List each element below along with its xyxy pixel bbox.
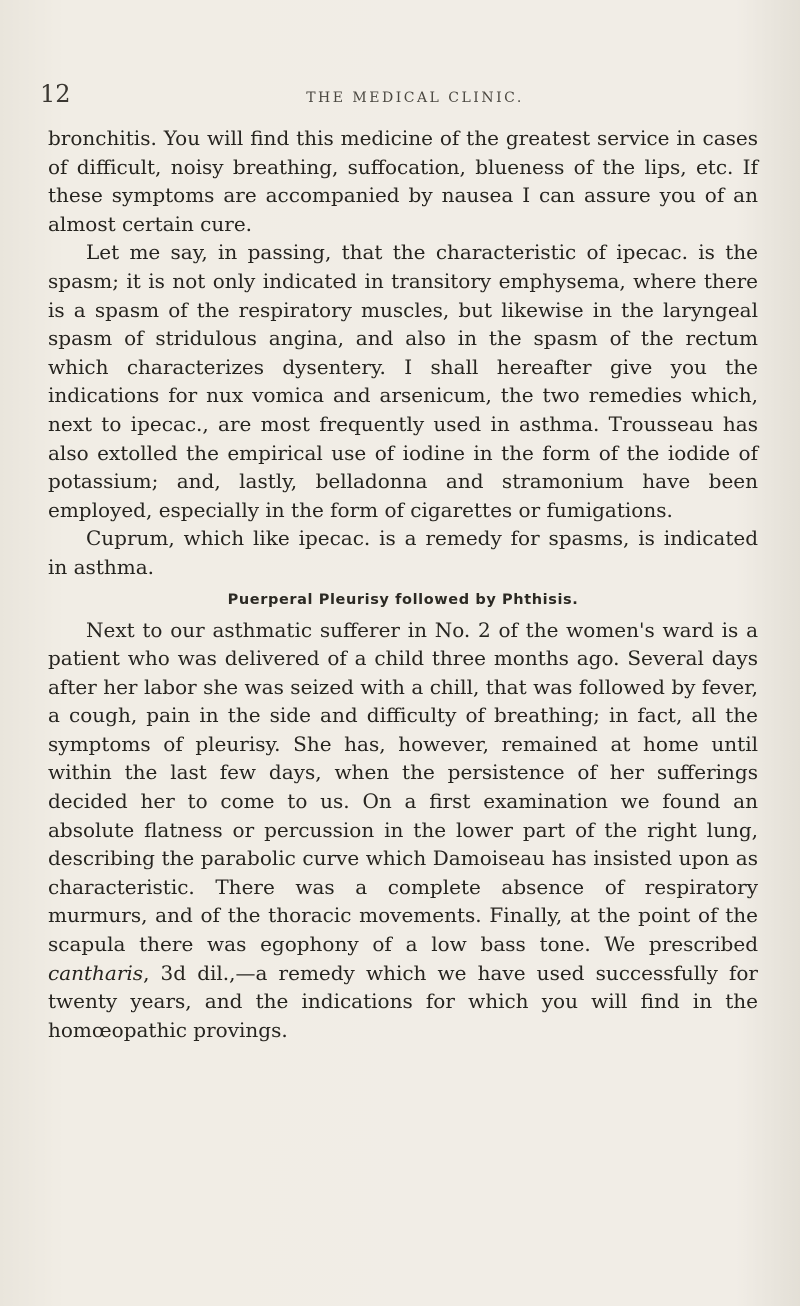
paragraph-4-text-a: Next to our asthmatic sufferer in No. 2 of the women's ward is a patient who was delivered of a child three months ago. Several days after her labor she was seized with a chill, that was followed by fever, a cough, pain in the side and difficulty of breathing; in fact, all the symptoms of pleurisy. She has, however, remained at home until within the last few days, when the persistence of her sufferings decided her to come to us. On a first examination we found an absolute flatness or percussion in the lower part of the right lung, describing the parabolic curve which Damoiseau has insisted upon as characteristic. There was a complete absence of respiratory murmurs, and of the thoracic movements. Finally, at the point of the scapula there was egophony of a low bass tone. We prescribed (48, 617, 758, 957)
page-number: 12 (40, 80, 71, 108)
paragraph-1: bronchitis. You will find this medicine of the greatest service in cases of difficult, noisy breathing, suffocation, blueness of the lips, etc. If these symptoms are accompanied by nausea I can assure you of an almost certain cure. (48, 126, 758, 236)
paragraph-4-text-b: , 3d dil.,—a remedy which we have used successfully for twenty years, and the indications for which you will find in the homœopathic provings. (48, 960, 758, 1042)
paragraph-2: Let me say, in passing, that the characteristic of ipecac. is the spasm; it is not only indicated in transitory emphysema, where there is a spasm of the respiratory muscles, but likewise in the laryngeal spasm of stridulous angina, and also in the spasm of the rectum which characterizes dysentery. I shall hereafter give you the indications for nux vomica and arsenicum, the two remedies which, next to ipecac., are most frequently used in asthma. Trousseau has also extolled the empirical use of iodine in the form of the iodide of potassium; and, lastly, belladonna and stramonium have been employed, especially in the form of cigarettes or fumigations. (48, 240, 758, 522)
paragraph-4 (48, 616, 758, 1045)
running-title: THE MEDICAL CLINIC. (306, 90, 524, 106)
section-heading: Puerperal Pleurisy followed by Phthisis. (227, 591, 579, 608)
paragraph-3: Cuprum, which like ipecac. is a remedy for spasms, is indicated in asthma. (48, 526, 758, 579)
page-body (48, 124, 758, 1044)
remedy-name: cantharis (48, 960, 144, 985)
